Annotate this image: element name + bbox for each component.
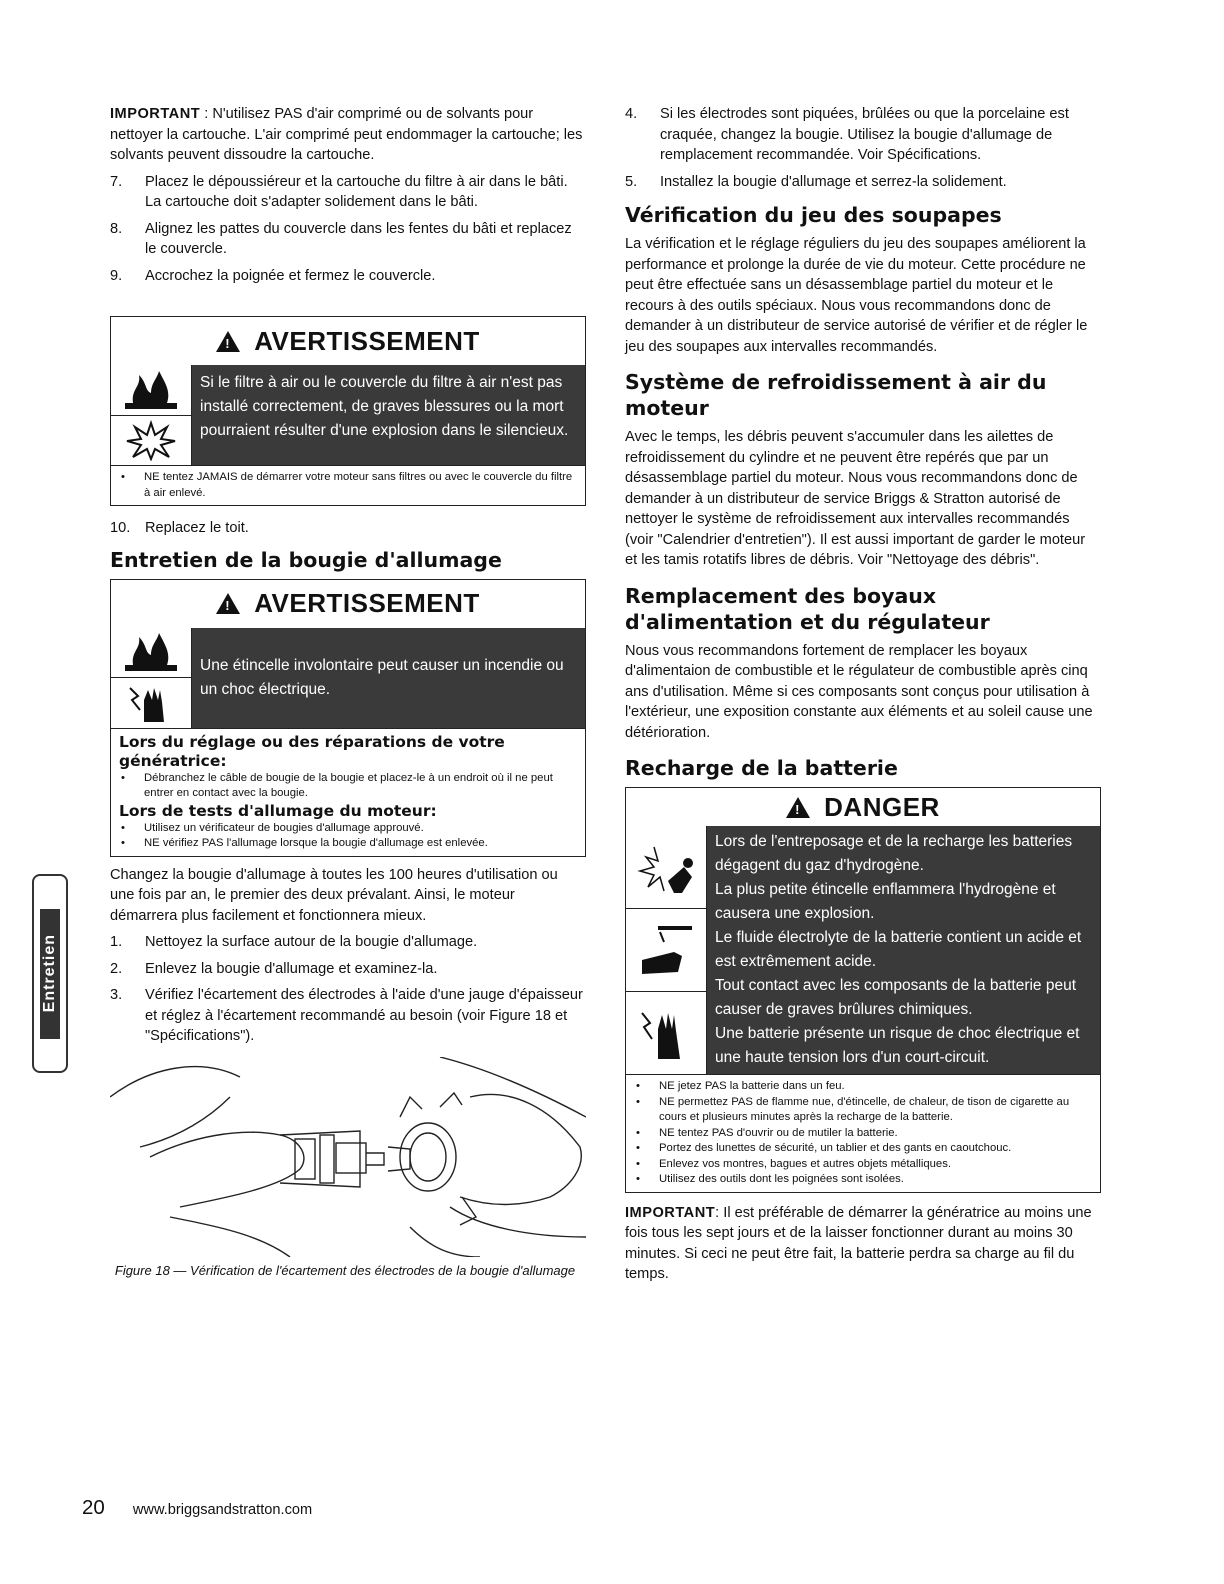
list-item: 8. Alignez les pattes du couvercle dans les fentes du bâti et replacez le couvercle. [110, 220, 572, 257]
warning-bullets: • Débranchez le câble de bougie de la bougie et placez-le à un endroit où il ne peut entrer en contact avec la bougie. [111, 771, 585, 802]
list-item: 2. Enlevez la bougie d'allumage et examinez-la. [110, 960, 438, 977]
list-item: 10. Replacez le toit. [110, 520, 249, 536]
page-footer [82, 1496, 312, 1520]
section-tab-label: Entretien [41, 934, 58, 1013]
important-note-filter: IMPORTANT : N'utilisez PAS d'air comprimé ou de solvants pour nettoyer la cartouche. L'air comprimé peut endommager la cartouche; les solvants peuvent dissoudre la cartouche. [110, 106, 583, 163]
fire-icon [111, 365, 191, 416]
steps-spark-plug-cont [625, 104, 1101, 192]
warning-title: ! AVERTISSEMENT [111, 580, 585, 628]
danger-box-battery [625, 787, 1101, 1193]
warning-box-filter [110, 316, 586, 506]
paragraph-fuel-hoses: Nous vous recommandons fortement de remplacer les boyaux d'alimentaion de combustible et le régulateur de combustible après cinq ans d'utilisation. Même si ces composants sont conçus pour utilisation à l'extérieur, une exposition constante aux éléments et au soleil cause une détérioration. [625, 642, 1093, 741]
warning-title: ! AVERTISSEMENT [111, 317, 585, 365]
section-side-tab [32, 874, 68, 1073]
danger-messages: Lors de l'entreposage et de la recharge les batteries dégagent du gaz d'hydrogène. La plus petite étincelle enflammera l'hydrogène et causera une explosion. Le fluide électrolyte de la batterie contient un acide et est extrêmement acide. Tout contact avec les composants de la batterie peut causer de graves brûlures chimiques. Une batterie présente un risque de choc électrique et une haute tension lors d'un court-circuit. [707, 826, 1100, 1074]
warning-bullets: • Utilisez un vérificateur de bougies d'allumage approuvé. • NE vérifiez PAS l'allumage lorsque la bougie d'allumage est enlevée. [111, 821, 585, 856]
warning-subheading: Lors de tests d'allumage du moteur: [119, 801, 437, 820]
warning-triangle-icon: ! [216, 593, 240, 614]
heading-spark-plug: Entretien de la bougie d'allumage [110, 547, 502, 572]
warning-message: Si le filtre à air ou le couvercle du filtre à air n'est pas installé correctement, de graves blessures ou la mort pourraient résulter d'une explosion dans le silencieux. [192, 365, 585, 465]
footer-url: www.briggsandstratton.com [132, 1502, 313, 1518]
heading-fuel-hoses: Remplacement des boyaux d'alimentation et du régulateur [625, 583, 990, 634]
list-item: 4. Si les électrodes sont piquées, brûlées ou que la porcelaine est craquée, changez la bougie. Utilisez la bougie d'allumage de remplacement recommandée. Voir Spécifications. [625, 106, 1069, 163]
steps-filter [110, 172, 586, 287]
heading-battery: Recharge de la batterie [625, 756, 898, 780]
paragraph-valves: La vérification et le réglage réguliers du jeu des soupapes améliorent la performance et prolonge la durée de vie du moteur. Cette procédure ne peut être effectuée sans un désassemblage partiel du moteur et le recours à des outils spéciaux. Nous vous recommandons donc de demander à un distributeur de service autorisé de vérifier et de régler le jeu des soupapes aux intervalles recommandés. [625, 236, 1088, 355]
list-item: 9. Accrochez la poignée et fermez le couvercle. [110, 267, 436, 284]
warning-message: Une étincelle involontaire peut causer un incendie ou un choc électrique. [192, 628, 585, 728]
warning-subheading: Lors du réglage ou des réparations de votre génératrice: [119, 732, 505, 770]
right-column [625, 104, 1101, 1285]
electric-shock-icon [626, 992, 706, 1074]
spark-plug-gap-illustration [110, 1057, 586, 1257]
paragraph-cooling: Avec le temps, les débris peuvent s'accumuler dans les ailettes de refroidissement du cylindre et ne peuvent être repérés que par un désassemblage partiel du moteur. Nous vous recommandons donc de demander à un distributeur de service Briggs & Stratton autorisé de nettoyer le système de refroidissement aux intervalles recommandés (voir "Calendrier d'entretien"). Il est aussi important de garder le moteur et les tamis rotatifs libres de débris. Voir "Nettoyage des débris". [625, 429, 1086, 568]
warning-triangle-icon: ! [216, 331, 240, 352]
paragraph-change-plug: Changez la bougie d'allumage à toutes les 100 heures d'utilisation ou une fois par an, le premier des deux prévalant. Ainsi, le moteur démarrera plus facilement et fonctionnera mieux. [110, 866, 558, 924]
acid-burn-icon [626, 909, 706, 992]
danger-title: ! DANGER [626, 788, 1100, 826]
list-item: 1. Nettoyez la surface autour de la bougie d'allumage. [110, 934, 478, 950]
warning-box-spark [110, 579, 586, 857]
page-number: 20 [82, 1496, 105, 1519]
explosion-icon [111, 416, 191, 466]
warning-triangle-icon: ! [786, 797, 810, 818]
important-note-battery: IMPORTANT: Il est préférable de démarrer la génératrice au moins une fois tous les sept jours et de la laisser fonctionner durant au moins 30 minutes. Si ceci ne peut être fait, la batterie perdra sa charge au fil du temps. [625, 1204, 1092, 1282]
step-10 [110, 518, 586, 539]
heading-valves: Vérification du jeu des soupapes [625, 203, 1002, 227]
figure-caption: Figure 18 — Vérification de l'écartement des électrodes de la bougie d'allumage [114, 1262, 576, 1278]
explosion-person-icon [626, 826, 706, 909]
heading-cooling: Système de refroidissement à air du moteur [625, 370, 1047, 420]
list-item: 3. Vérifiez l'écartement des électrodes à l'aide d'une jauge d'épaisseur et réglez à l'écartement recommandé au besoin (voir Figure 18 et "Spécifications"). [110, 987, 583, 1044]
list-item: 5. Installez la bougie d'allumage et serrez-la solidement. [625, 173, 1007, 190]
figure-18 [110, 1057, 586, 1280]
fire-icon [111, 628, 191, 679]
left-column [110, 104, 586, 1280]
warning-bullets: • NE tentez JAMAIS de démarrer votre moteur sans filtres ou avec le couvercle du filtre à air enlevé. [111, 465, 585, 505]
electric-shock-icon [111, 678, 191, 728]
steps-spark-plug [110, 932, 586, 1047]
list-item: 7. Placez le dépoussiéreur et la cartouche du filtre à air dans le bâti. La cartouche doit s'adapter solidement dans le bâti. [110, 173, 568, 210]
danger-bullets: • NE jetez PAS la batterie dans un feu. • NE permettez PAS de flamme nue, d'étincelle, de chaleur, de tison de cigarette au cours et plusieurs minutes après la recharge de la batterie. • NE tentez PAS d'ouvrir ou de mutiler la batterie. • Portez des lunettes de sécurité, un tablier et des gants en caoutchouc. • Enlevez vos montres, bagues et autres objets métalliques. • Utilisez des outils dont les poignées sont isolées. [626, 1074, 1100, 1192]
